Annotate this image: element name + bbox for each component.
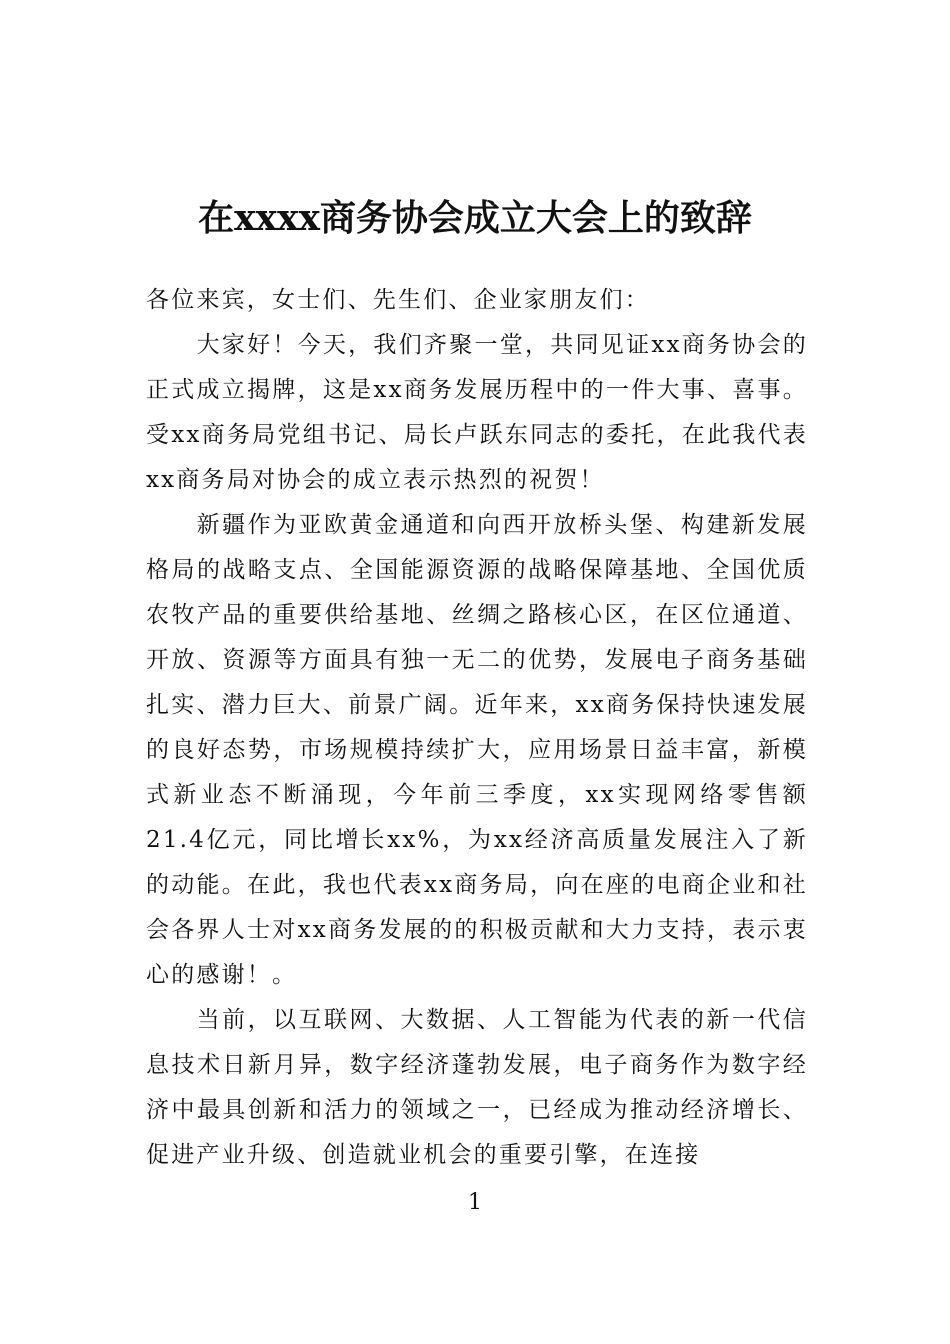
body-paragraph-1: 大家好！今天，我们齐聚一堂，共同见证xx商务协会的正式成立揭牌，这是xx商务发展历程中的一件大事、喜事。受xx商务局党组书记、局长卢跃东同志的委托，在此我代表xx商务局对协会的成立表示热烈的祝贺！ <box>146 332 808 493</box>
salutation-paragraph: 各位来宾，女士们、先生们、企业家朋友们： <box>146 287 650 313</box>
document-title: 在xxxx商务协会成立大会上的致辞 <box>198 197 752 240</box>
document-body <box>146 278 808 1178</box>
body-paragraph-3: 当前，以互联网、大数据、人工智能为代表的新一代信息技术日新月异，数字经济蓬勃发展，电子商务作为数字经济中最具创新和活力的领域之一，已经成为推动经济增长、促进产业升级、创造就业机会的重要引擎，在连接 <box>146 1007 808 1168</box>
body-paragraph-2: 新疆作为亚欧黄金通道和向西开放桥头堡、构建新发展格局的战略支点、全国能源资源的战略保障基地、全国优质农牧产品的重要供给基地、丝绸之路核心区，在区位通道、开放、资源等方面具有独一无二的优势，发展电子商务基础扎实、潜力巨大、前景广阔。近年来，xx商务保持快速发展的良好态势，市场规模持续扩大，应用场景日益丰富，新模式新业态不断涌现，今年前三季度，xx实现网络零售额21.4亿元，同比增长xx%，为xx经济高质量发展注入了新的动能。在此，我也代表xx商务局，向在座的电商企业和社会各界人士对xx商务发展的的积极贡献和大力支持，表示衷心的感谢！。 <box>146 512 808 988</box>
page-number: 1 <box>468 1190 482 1215</box>
